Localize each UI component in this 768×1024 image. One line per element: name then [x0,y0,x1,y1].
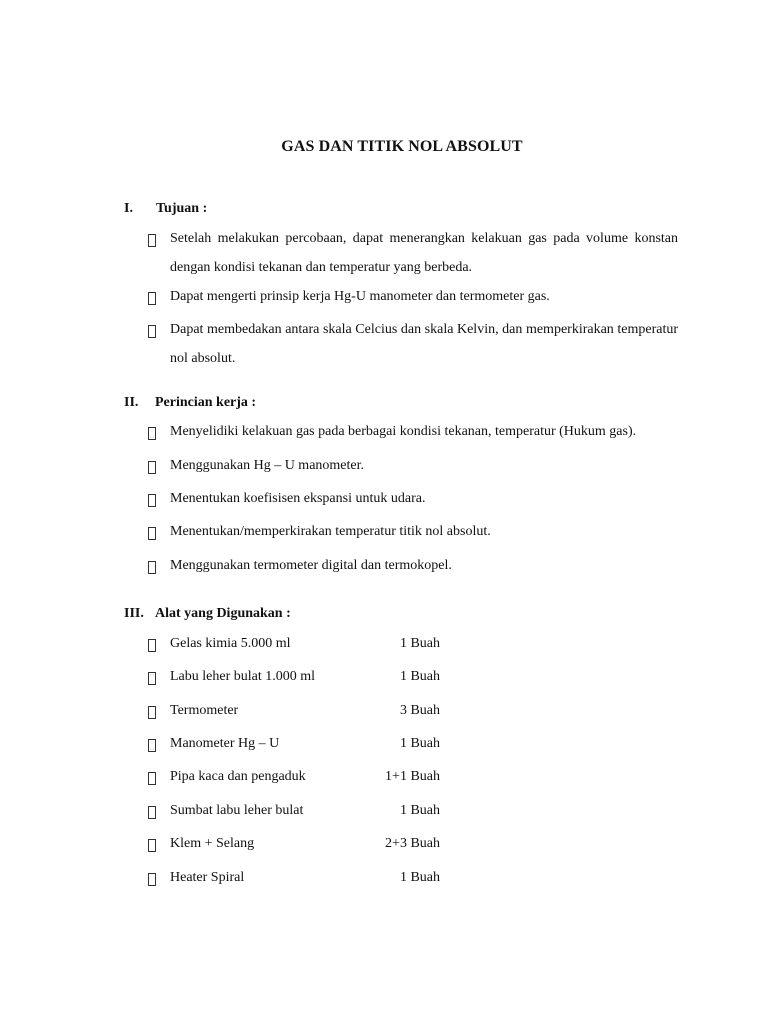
missing-glyph-box-icon [148,672,156,685]
equipment-row [148,736,678,756]
equipment-quantity: 1+1 Buah [385,769,440,784]
equipment-row [148,703,678,723]
list-item [148,458,678,478]
list-item [148,289,678,309]
missing-glyph-box-icon [148,839,156,852]
list-item-text: Menentukan/memperkirakan temperatur titik nol absolut. [170,524,491,539]
equipment-name: Klem + Selang [170,836,255,851]
equipment-row [148,803,678,823]
section-number: I. [124,201,133,216]
missing-glyph-box-icon [148,234,156,247]
list-item [148,524,678,544]
missing-glyph-box-icon [148,427,156,440]
missing-glyph-box-icon [148,325,156,338]
missing-glyph-box-icon [148,873,156,886]
missing-glyph-box-icon [148,527,156,540]
equipment-row [148,636,678,656]
section-label: Tujuan : [156,201,208,216]
missing-glyph-box-icon [148,639,156,652]
equipment-name: Pipa kaca dan pengaduk [170,769,306,784]
missing-glyph-box-icon [148,292,156,305]
equipment-name: Sumbat labu leher bulat [170,803,304,818]
equipment-quantity: 1 Buah [399,736,440,751]
equipment-quantity: 1 Buah [399,636,440,651]
section-label: Perincian kerja : [155,395,257,410]
equipment-name: Termometer [170,703,239,718]
missing-glyph-box-icon [148,561,156,574]
section-number: III. [124,606,144,621]
missing-glyph-box-icon [148,739,156,752]
list-item-text: Setelah melakukan percobaan, dapat menerangkan kelakuan gas pada volume konstan dengan kondisi tekanan dan temperatur yang berbeda. [170,231,678,275]
list-item [148,231,678,281]
section-tujuan-heading [124,201,207,217]
list-item-text: Dapat mengerti prinsip kerja Hg-U manometer dan termometer gas. [170,289,550,304]
list-item-text: Dapat membedakan antara skala Celcius dan skala Kelvin, dan memperkirakan temperatur nol absolut. [170,322,678,366]
list-item-text: Menentukan koefisisen ekspansi untuk udara. [170,491,426,506]
equipment-name: Labu leher bulat 1.000 ml [170,669,316,684]
equipment-quantity: 2+3 Buah [385,836,440,851]
equipment-name: Manometer Hg – U [170,736,280,751]
missing-glyph-box-icon [148,806,156,819]
missing-glyph-box-icon [148,772,156,785]
equipment-quantity: 1 Buah [399,803,440,818]
equipment-name: Gelas kimia 5.000 ml [170,636,291,651]
equipment-row [148,669,678,689]
equipment-quantity: 1 Buah [399,870,440,885]
section-number: II. [124,395,139,410]
equipment-row [148,769,678,789]
list-item-text: Menggunakan termometer digital dan termokopel. [170,558,452,573]
list-item [148,558,678,578]
equipment-quantity: 1 Buah [399,669,440,684]
section-perincian-heading [124,395,256,411]
missing-glyph-box-icon [148,706,156,719]
list-item-text: Menggunakan Hg – U manometer. [170,458,365,473]
equipment-quantity: 3 Buah [399,703,440,718]
equipment-row [148,836,678,856]
equipment-name: Heater Spiral [170,870,245,885]
list-item [148,491,678,511]
section-label: Alat yang Digunakan : [155,606,291,621]
list-item-text: Menyelidiki kelakuan gas pada berbagai kondisi tekanan, temperatur (Hukum gas). [170,424,637,439]
list-item [148,322,678,372]
equipment-row [148,870,678,890]
section-alat-heading [124,606,291,622]
document-title: GAS DAN TITIK NOL ABSOLUT [281,138,523,155]
missing-glyph-box-icon [148,494,156,507]
list-item [148,424,678,444]
missing-glyph-box-icon [148,461,156,474]
